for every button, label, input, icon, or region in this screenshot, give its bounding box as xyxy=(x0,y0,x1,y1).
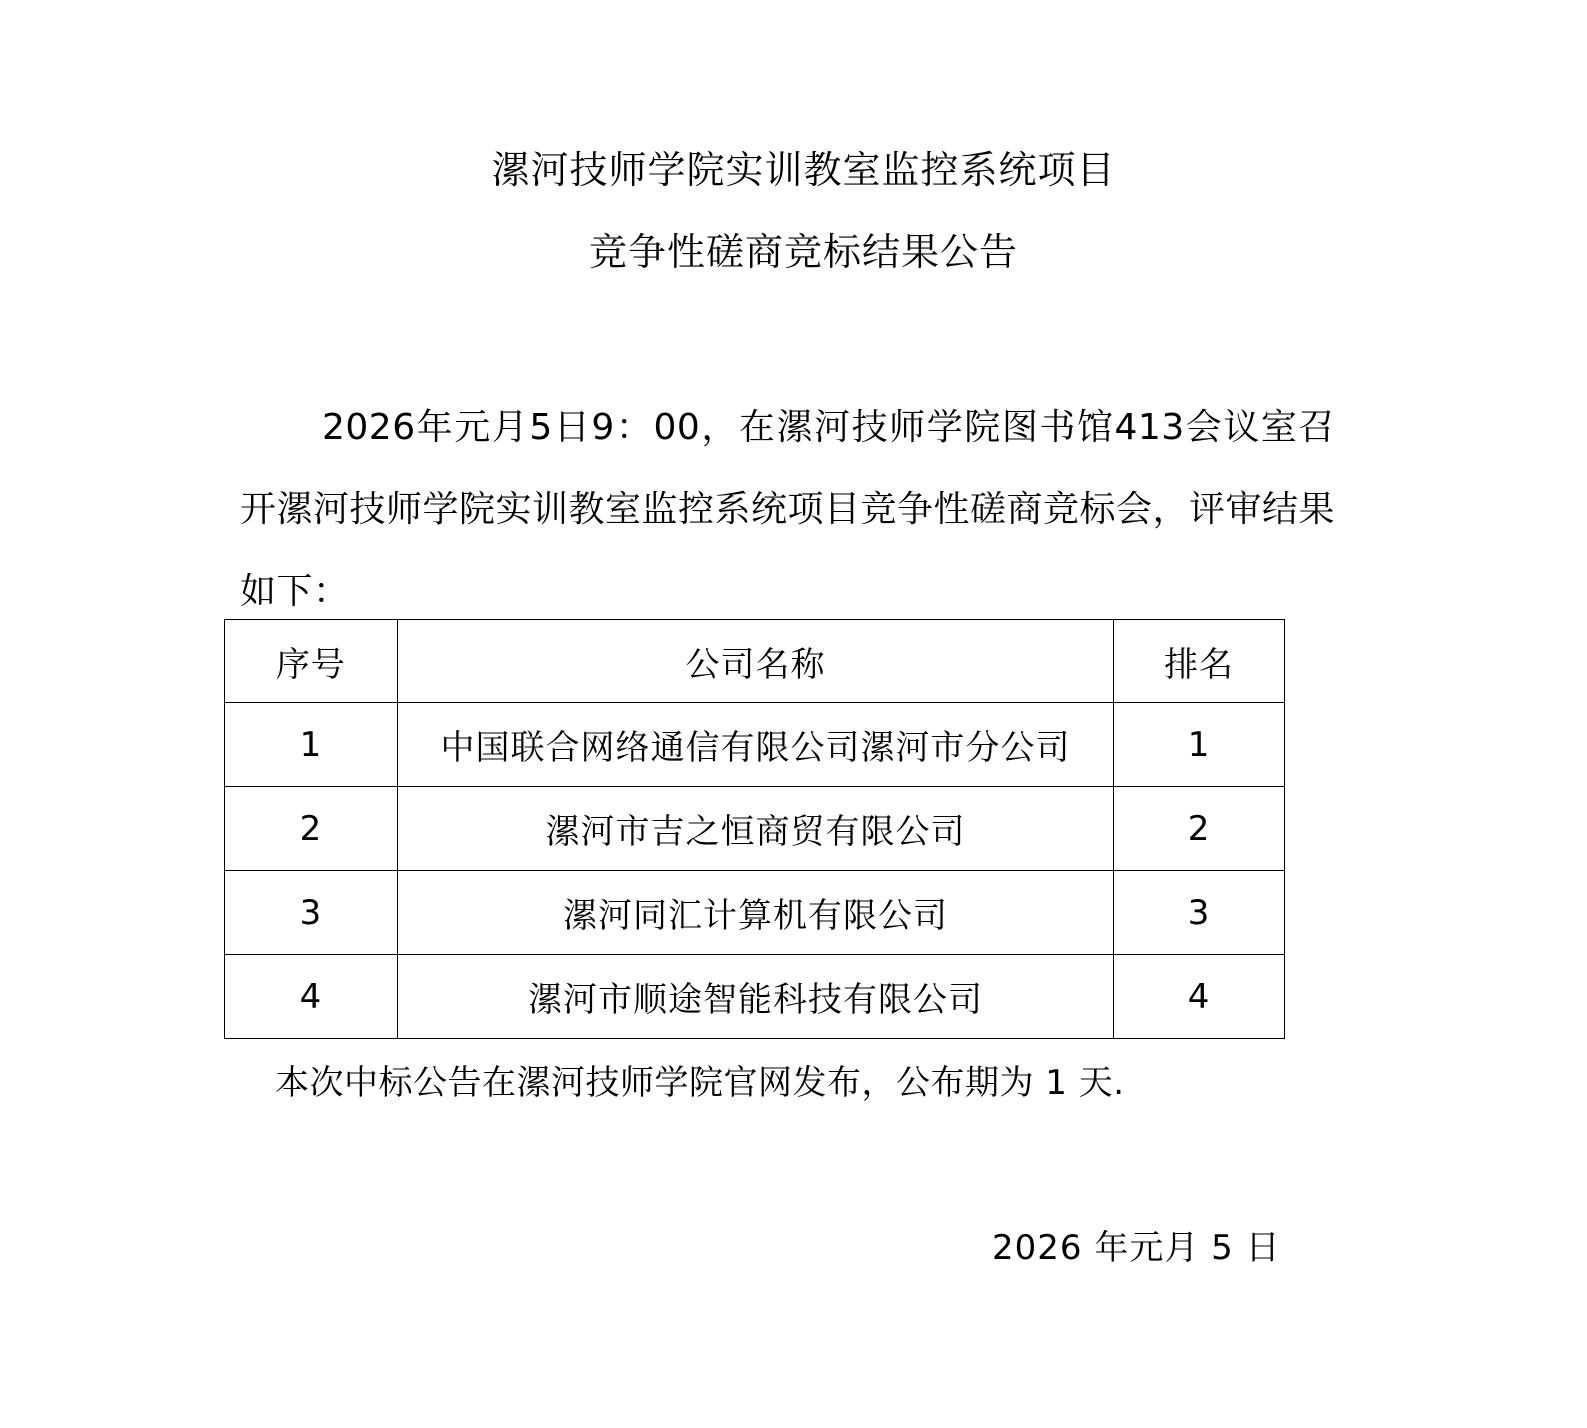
document-title-line-1: 漯河技师学院实训教室监控系统项目 xyxy=(491,148,1116,192)
cell-company-name: 漯河市吉之恒商贸有限公司 xyxy=(397,787,1113,871)
results-table xyxy=(224,619,1285,1039)
table-row xyxy=(225,955,1285,1039)
cell-serial-number: 3 xyxy=(225,871,398,955)
cell-serial-number: 1 xyxy=(225,703,398,787)
document-title-line-2: 竞争性磋商竞标结果公告 xyxy=(588,230,1018,274)
table-header-row xyxy=(225,620,1285,703)
cell-serial-number: 2 xyxy=(225,787,398,871)
cell-rank: 3 xyxy=(1114,871,1285,955)
cell-rank: 2 xyxy=(1114,787,1285,871)
table-row xyxy=(225,703,1285,787)
cell-rank: 1 xyxy=(1114,703,1285,787)
table-row xyxy=(225,871,1285,955)
cell-company-name: 中国联合网络通信有限公司漯河市分公司 xyxy=(397,703,1113,787)
cell-rank: 4 xyxy=(1114,955,1285,1039)
header-serial-number: 序号 xyxy=(225,620,398,703)
cell-company-name: 漯河市顺途智能科技有限公司 xyxy=(397,955,1113,1039)
cell-company-name: 漯河同汇计算机有限公司 xyxy=(397,871,1113,955)
cell-serial-number: 4 xyxy=(225,955,398,1039)
header-rank: 排名 xyxy=(1114,620,1285,703)
publication-note: 本次中标公告在漯河技师学院官网发布，公布期为 1 天. xyxy=(275,1063,1125,1103)
announcement-date: 2026 年元月 5 日 xyxy=(992,1228,1281,1268)
table-row xyxy=(225,787,1285,871)
header-company-name: 公司名称 xyxy=(397,620,1113,703)
intro-paragraph: 2026年元月5日9：00，在漯河技师学院图书馆413会议室召开漯河技师学院实训教室监控系统项目竞争性磋商竞标会，评审结果如下： xyxy=(240,407,1336,612)
